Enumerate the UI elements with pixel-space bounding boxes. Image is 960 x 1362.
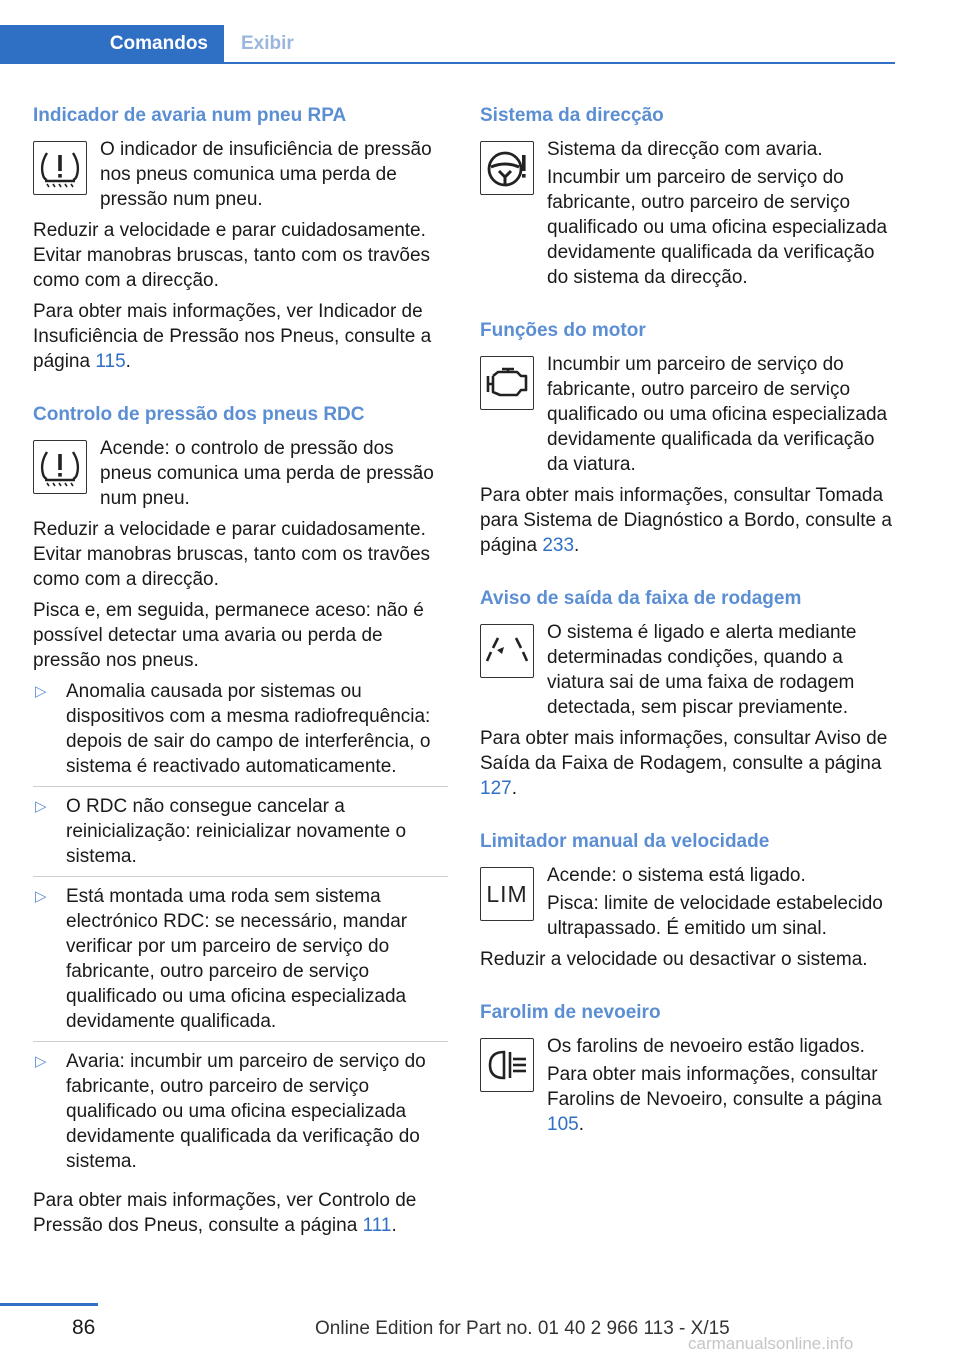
paragraph-with-link: Para obter mais informações, consultar Farolins de Nevoeiro, consulte a página 105. [547, 1064, 882, 1135]
section-title: Sistema da direcção [480, 105, 664, 126]
top-tabs [0, 25, 895, 64]
list-item: ▷ Avaria: incumbir um parceiro de serviço do fabricante, outro parceiro de serviço qualificado ou uma oficina especializada devidamente qualificada da verificação do sistema. [35, 1051, 426, 1172]
icon-description: Os farolins de nevoeiro estão ligados. [547, 1036, 865, 1057]
section-rdc [33, 402, 448, 1238]
icon-description-continued: Pisca: limite de velocidade estabelecido ultrapassado. É emitido um sinal. [547, 893, 883, 939]
section-rpa [33, 103, 448, 374]
list-item: ▷ Anomalia causada por sistemas ou dispositivos com a mesma radiofrequência: depois de sair do campo de interferência, o sistema é reactivado automaticamente. [33, 679, 448, 787]
list-item: ▷ Está montada uma roda sem sistema electrónico RDC: se necessário, mandar verificar por um parceiro de serviço do fabricante, outro parceiro de serviço qualificado ou uma oficina especializada devidamente qualificada. [33, 884, 448, 1042]
triangle-bullet-icon: ▷ [35, 888, 47, 905]
triangle-bullet-icon: ▷ [35, 683, 47, 700]
paragraph: Pisca e, em seguida, permanece aceso: não é possível detectar uma avaria ou perda de pressão nos pneus. [33, 600, 424, 671]
section-title: Controlo de pressão dos pneus RDC [33, 404, 365, 425]
icon-description-continued: Incumbir um parceiro de serviço do fabricante, outro parceiro de serviço qualificado ou uma oficina especializada devidamente qualificada da verificação do sistema da direcção. [547, 167, 888, 288]
icon-description: O indicador de insuficiência de pressão nos pneus comunica uma perda de pressão num pneu. [100, 139, 432, 210]
section-lane-departure [480, 586, 895, 801]
engine-check-icon [480, 356, 534, 410]
section-steering [480, 103, 895, 290]
section-fog-light [480, 1000, 895, 1137]
bullet-list [33, 679, 448, 1181]
icon-description: O sistema é ligado e alerta mediante determinadas condições, quando a viatura sai de uma faixa de rodagem detectada, sem piscar previamente. [547, 622, 857, 718]
page-link-111[interactable]: 111 [362, 1215, 392, 1236]
paragraph-with-link: Para obter mais informações, consultar Tomada para Sistema de Diagnóstico a Bordo, consulte a página 233. [480, 485, 892, 556]
page-link-115[interactable]: 115 [95, 351, 126, 372]
section-speed-limiter [480, 829, 895, 972]
rear-fog-light-icon [480, 1038, 534, 1092]
page-link-105[interactable]: 105 [547, 1114, 579, 1135]
paragraph: Reduzir a velocidade e parar cuidadosamente. Evitar manobras bruscas, tanto com os travões como com a direcção. [33, 519, 431, 590]
icon-description: Acende: o controlo de pressão dos pneus comunica uma perda de pressão num pneu. [100, 438, 434, 509]
footer-accent-line [0, 1303, 98, 1306]
tab-exibir[interactable]: Exibir [241, 32, 294, 54]
page-link-127[interactable]: 127 [480, 778, 512, 799]
triangle-bullet-icon: ▷ [35, 1053, 47, 1070]
section-title: Farolim de nevoeiro [480, 1002, 661, 1023]
tire-pressure-control-icon [33, 440, 87, 494]
tire-pressure-warning-icon [33, 141, 87, 195]
section-engine [480, 318, 895, 558]
speed-limiter-icon [480, 867, 534, 921]
list-item: ▷ O RDC não consegue cancelar a reinicialização: reinicializar novamente o sistema. [33, 794, 448, 877]
section-title: Funções do motor [480, 320, 646, 341]
left-column [33, 103, 448, 1266]
lim-label: LIM [486, 880, 528, 907]
section-title: Indicador de avaria num pneu RPA [33, 105, 347, 126]
icon-description: Acende: o sistema está ligado. [547, 865, 806, 886]
lane-departure-icon [480, 624, 534, 678]
icon-description: Incumbir um parceiro de serviço do fabricante, outro parceiro de serviço qualificado ou uma oficina especializada devidamente qualificada da verificação da viatura. [547, 354, 888, 475]
page-link-233[interactable]: 233 [542, 535, 575, 556]
paragraph: Reduzir a velocidade ou desactivar o sistema. [480, 949, 868, 970]
paragraph-with-link: Para obter mais informações, ver Controlo de Pressão dos Pneus, consulte a página 111. [33, 1190, 417, 1236]
paragraph-with-link: Para obter mais informações, ver Indicador de Insuficiência de Pressão nos Pneus, consulte a página 115. [33, 301, 432, 372]
section-title: Aviso de saída da faixa de rodagem [480, 588, 802, 609]
watermark: carmanualsonline.info [688, 1334, 854, 1353]
page-number: 86 [72, 1316, 96, 1339]
tab-comandos[interactable]: Comandos [0, 25, 224, 62]
paragraph-with-link: Para obter mais informações, consultar Aviso de Saída da Faixa de Rodagem, consulte a página 127. [480, 728, 888, 799]
edition-text: Online Edition for Part no. 01 40 2 966 113 - X/15 [315, 1318, 730, 1339]
section-title: Limitador manual da velocidade [480, 831, 770, 852]
steering-warning-icon [480, 141, 534, 195]
icon-description: Sistema da direcção com avaria. [547, 139, 823, 160]
right-column [480, 103, 895, 1165]
triangle-bullet-icon: ▷ [35, 798, 47, 815]
paragraph: Reduzir a velocidade e parar cuidadosamente. Evitar manobras bruscas, tanto com os travões como com a direcção. [33, 220, 431, 291]
